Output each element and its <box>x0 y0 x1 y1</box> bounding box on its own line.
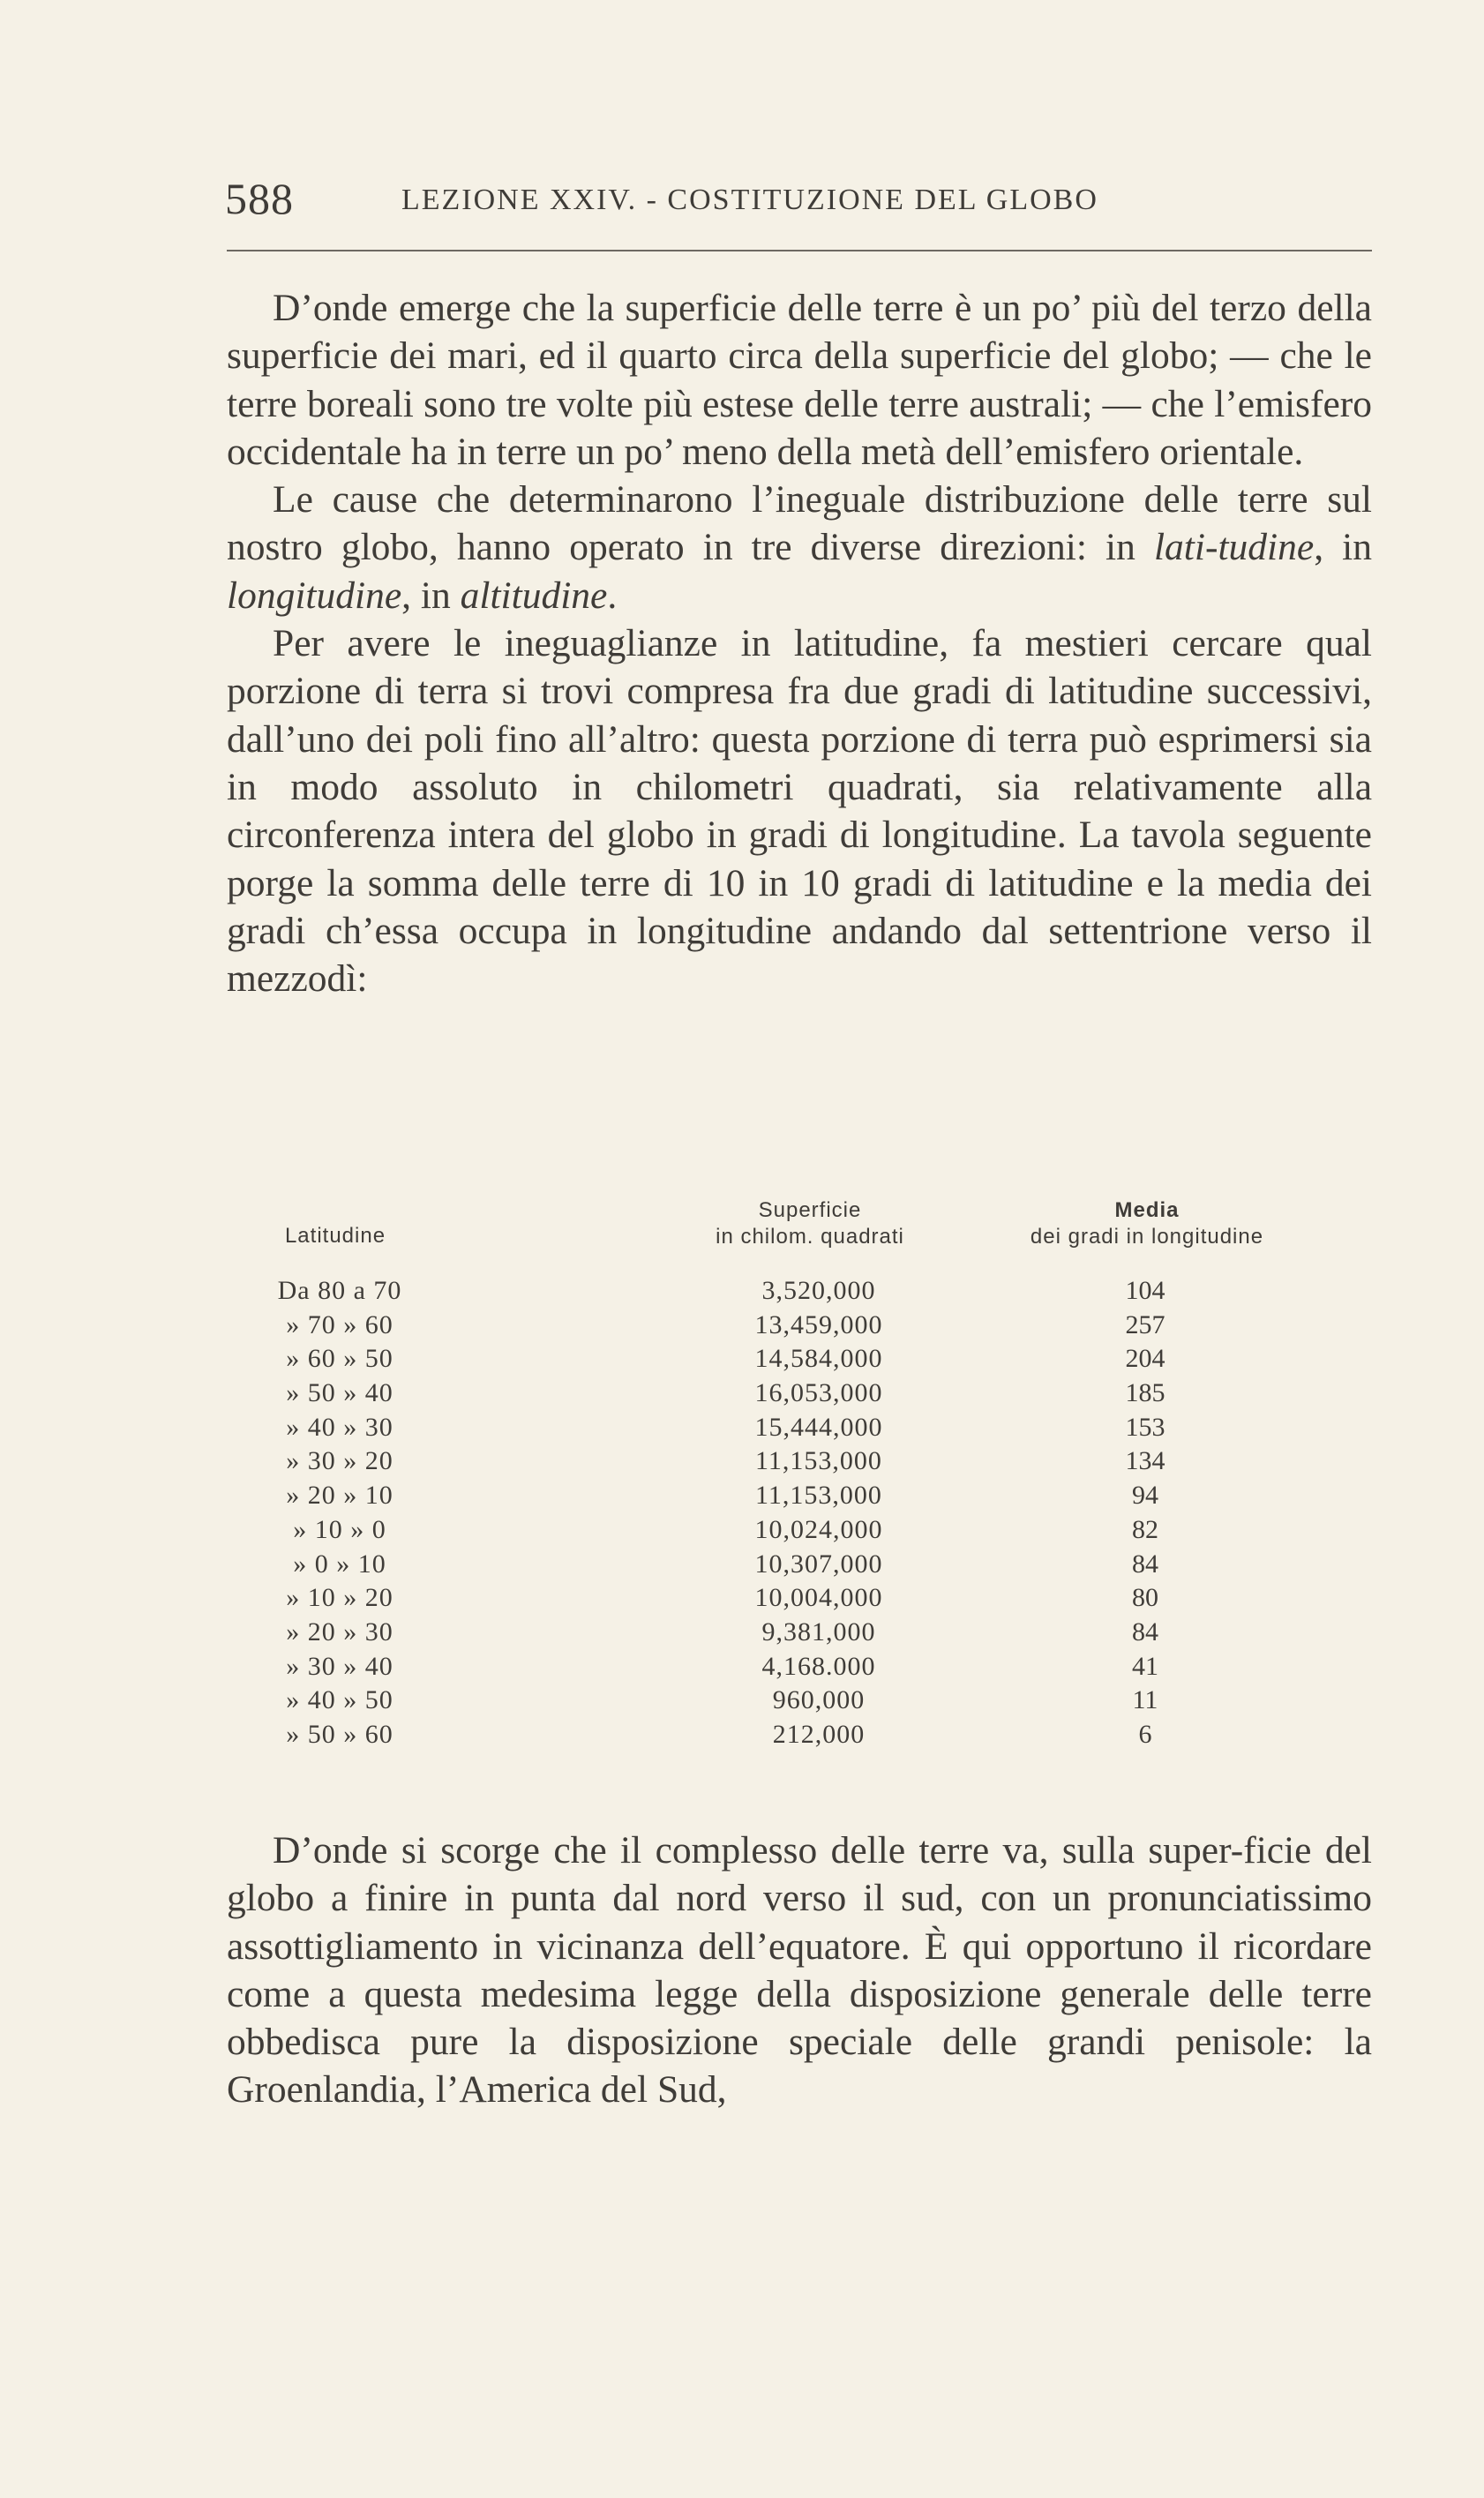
mean-degrees-cell: 84 <box>1132 1549 1158 1579</box>
page-number: 588 <box>225 174 294 223</box>
latitude-range-cell: Da 80 a 70 <box>277 1276 402 1305</box>
latitude-range-cell: » 70 » 60 <box>286 1309 393 1339</box>
mean-degrees-cell: 153 <box>1125 1412 1165 1442</box>
header-media: Media dei gradi in longitudine <box>1030 1198 1264 1249</box>
latitude-range-cell: » 50 » 60 <box>286 1719 393 1749</box>
mean-degrees-cell: 204 <box>1125 1344 1165 1374</box>
mean-degrees-cell: 134 <box>1125 1446 1165 1476</box>
latitude-range-cell: » 40 » 50 <box>286 1685 393 1715</box>
table-row <box>265 1342 1341 1377</box>
area-cell: 11,153,000 <box>755 1481 882 1511</box>
table-body <box>265 1274 1341 1752</box>
table-row <box>265 1309 1341 1343</box>
term-latitudine: lati-tudine <box>1153 526 1315 569</box>
area-cell: 3,520,000 <box>761 1276 876 1305</box>
mean-degrees-cell: 80 <box>1132 1583 1158 1613</box>
latitude-table <box>265 1197 1341 1780</box>
mean-degrees-cell: 104 <box>1125 1276 1165 1305</box>
table-row <box>265 1650 1341 1684</box>
area-cell: 11,153,000 <box>755 1446 882 1476</box>
area-cell: 10,004,000 <box>754 1583 883 1613</box>
table-row <box>265 1684 1341 1718</box>
area-cell: 960,000 <box>772 1685 866 1715</box>
header-rule <box>227 250 1372 251</box>
mean-degrees-cell: 257 <box>1125 1309 1165 1339</box>
page-header <box>225 173 1372 226</box>
mean-degrees-cell: 41 <box>1132 1651 1158 1681</box>
latitude-range-cell: » 30 » 40 <box>286 1651 393 1681</box>
latitude-range-cell: » 50 » 40 <box>286 1378 393 1408</box>
area-cell: 13,459,000 <box>754 1309 883 1339</box>
latitude-range-cell: » 20 » 30 <box>286 1617 393 1647</box>
mean-degrees-cell: 11 <box>1132 1685 1158 1715</box>
body-text-bottom <box>227 1827 1372 2114</box>
area-cell: 10,024,000 <box>754 1514 883 1544</box>
term-longitudine: longitudine <box>227 574 402 617</box>
area-cell: 16,053,000 <box>754 1378 883 1408</box>
table-row <box>265 1274 1341 1309</box>
running-title: LEZIONE XXIV. - COSTITUZIONE DEL GLOBO <box>401 184 1098 216</box>
body-text-top <box>227 284 1372 1002</box>
mean-degrees-cell: 94 <box>1132 1481 1158 1511</box>
latitude-range-cell: » 30 » 20 <box>286 1446 393 1476</box>
paragraph-causes: Le cause che determinarono l’ineguale distribuzione delle terre sul nostro globo, hanno operato in tre diverse direzioni: in lati-tudine, in longitudine, in altitudine. <box>227 478 1372 617</box>
table-row <box>265 1718 1341 1752</box>
latitude-range-cell: » 20 » 10 <box>286 1481 393 1511</box>
table-row <box>265 1581 1341 1616</box>
paragraph-conclusions: D’onde emerge che la superficie delle terre è un po’ più del terzo della superficie dei mari, ed il quarto circa della superficie del globo; — che le terre boreali sono tre volte più estese delle terre australi; — che l’emisfero occidentale ha in terre un po’ meno della metà dell’emisfero orientale. <box>227 287 1372 473</box>
area-cell: 9,381,000 <box>761 1617 876 1647</box>
mean-degrees-cell: 84 <box>1132 1617 1158 1647</box>
table-row <box>265 1444 1341 1479</box>
table-row <box>265 1479 1341 1513</box>
latitude-range-cell: » 0 » 10 <box>293 1549 386 1579</box>
table-row <box>265 1548 1341 1582</box>
area-cell: 14,584,000 <box>754 1344 883 1374</box>
mean-degrees-cell: 6 <box>1138 1719 1152 1749</box>
table-row <box>265 1513 1341 1548</box>
area-cell: 15,444,000 <box>754 1412 883 1442</box>
area-cell: 10,307,000 <box>754 1549 883 1579</box>
area-cell: 4,168.000 <box>761 1651 876 1681</box>
latitude-range-cell: » 10 » 20 <box>286 1583 393 1613</box>
mean-degrees-cell: 82 <box>1132 1514 1158 1544</box>
table-row <box>265 1411 1341 1445</box>
latitude-range-cell: » 10 » 0 <box>293 1514 386 1544</box>
latitude-range-cell: » 60 » 50 <box>286 1344 393 1374</box>
table-row <box>265 1377 1341 1411</box>
term-altitudine: altitudine <box>460 574 608 617</box>
paragraph-table-intro: Per avere le ineguaglianze in latitudine, fa mestieri cercare qual porzione di terra si trovi compresa fra due gradi di latitudine successivi, dall’uno dei poli fino all’altro: questa porzione di terra può esprimersi sia in modo assoluto in chilometri quadrati, sia relativamente alla circonferenza intera del globo in gradi di longitudine. La tavola seguente porge la somma delle terre di 10 in 10 gradi di latitudine e la media dei gradi ch’essa occupa in longitudine andando dal settentrione verso il mezzodì: <box>227 622 1372 1001</box>
paragraph-concluding: D’onde si scorge che il complesso delle terre va, sulla super-ficie del globo a finire in punta dal nord verso il sud, con un pronunciatissimo assottigliamento in vicinanza dell’equatore. È qui opportuno il ricordare come a questa medesima legge della disposizione generale delle terre obbedisca pure la disposizione speciale delle grandi penisole: la Groenlandia, l’America del Sud, <box>227 1829 1372 2112</box>
mean-degrees-cell: 185 <box>1125 1378 1165 1408</box>
latitude-range-cell: » 40 » 30 <box>286 1412 393 1442</box>
table-row <box>265 1616 1341 1650</box>
area-cell: 212,000 <box>772 1719 866 1749</box>
header-superficie: Superficie in chilom. quadrati <box>716 1198 904 1249</box>
header-latitudine: Latitudine <box>284 1224 386 1248</box>
